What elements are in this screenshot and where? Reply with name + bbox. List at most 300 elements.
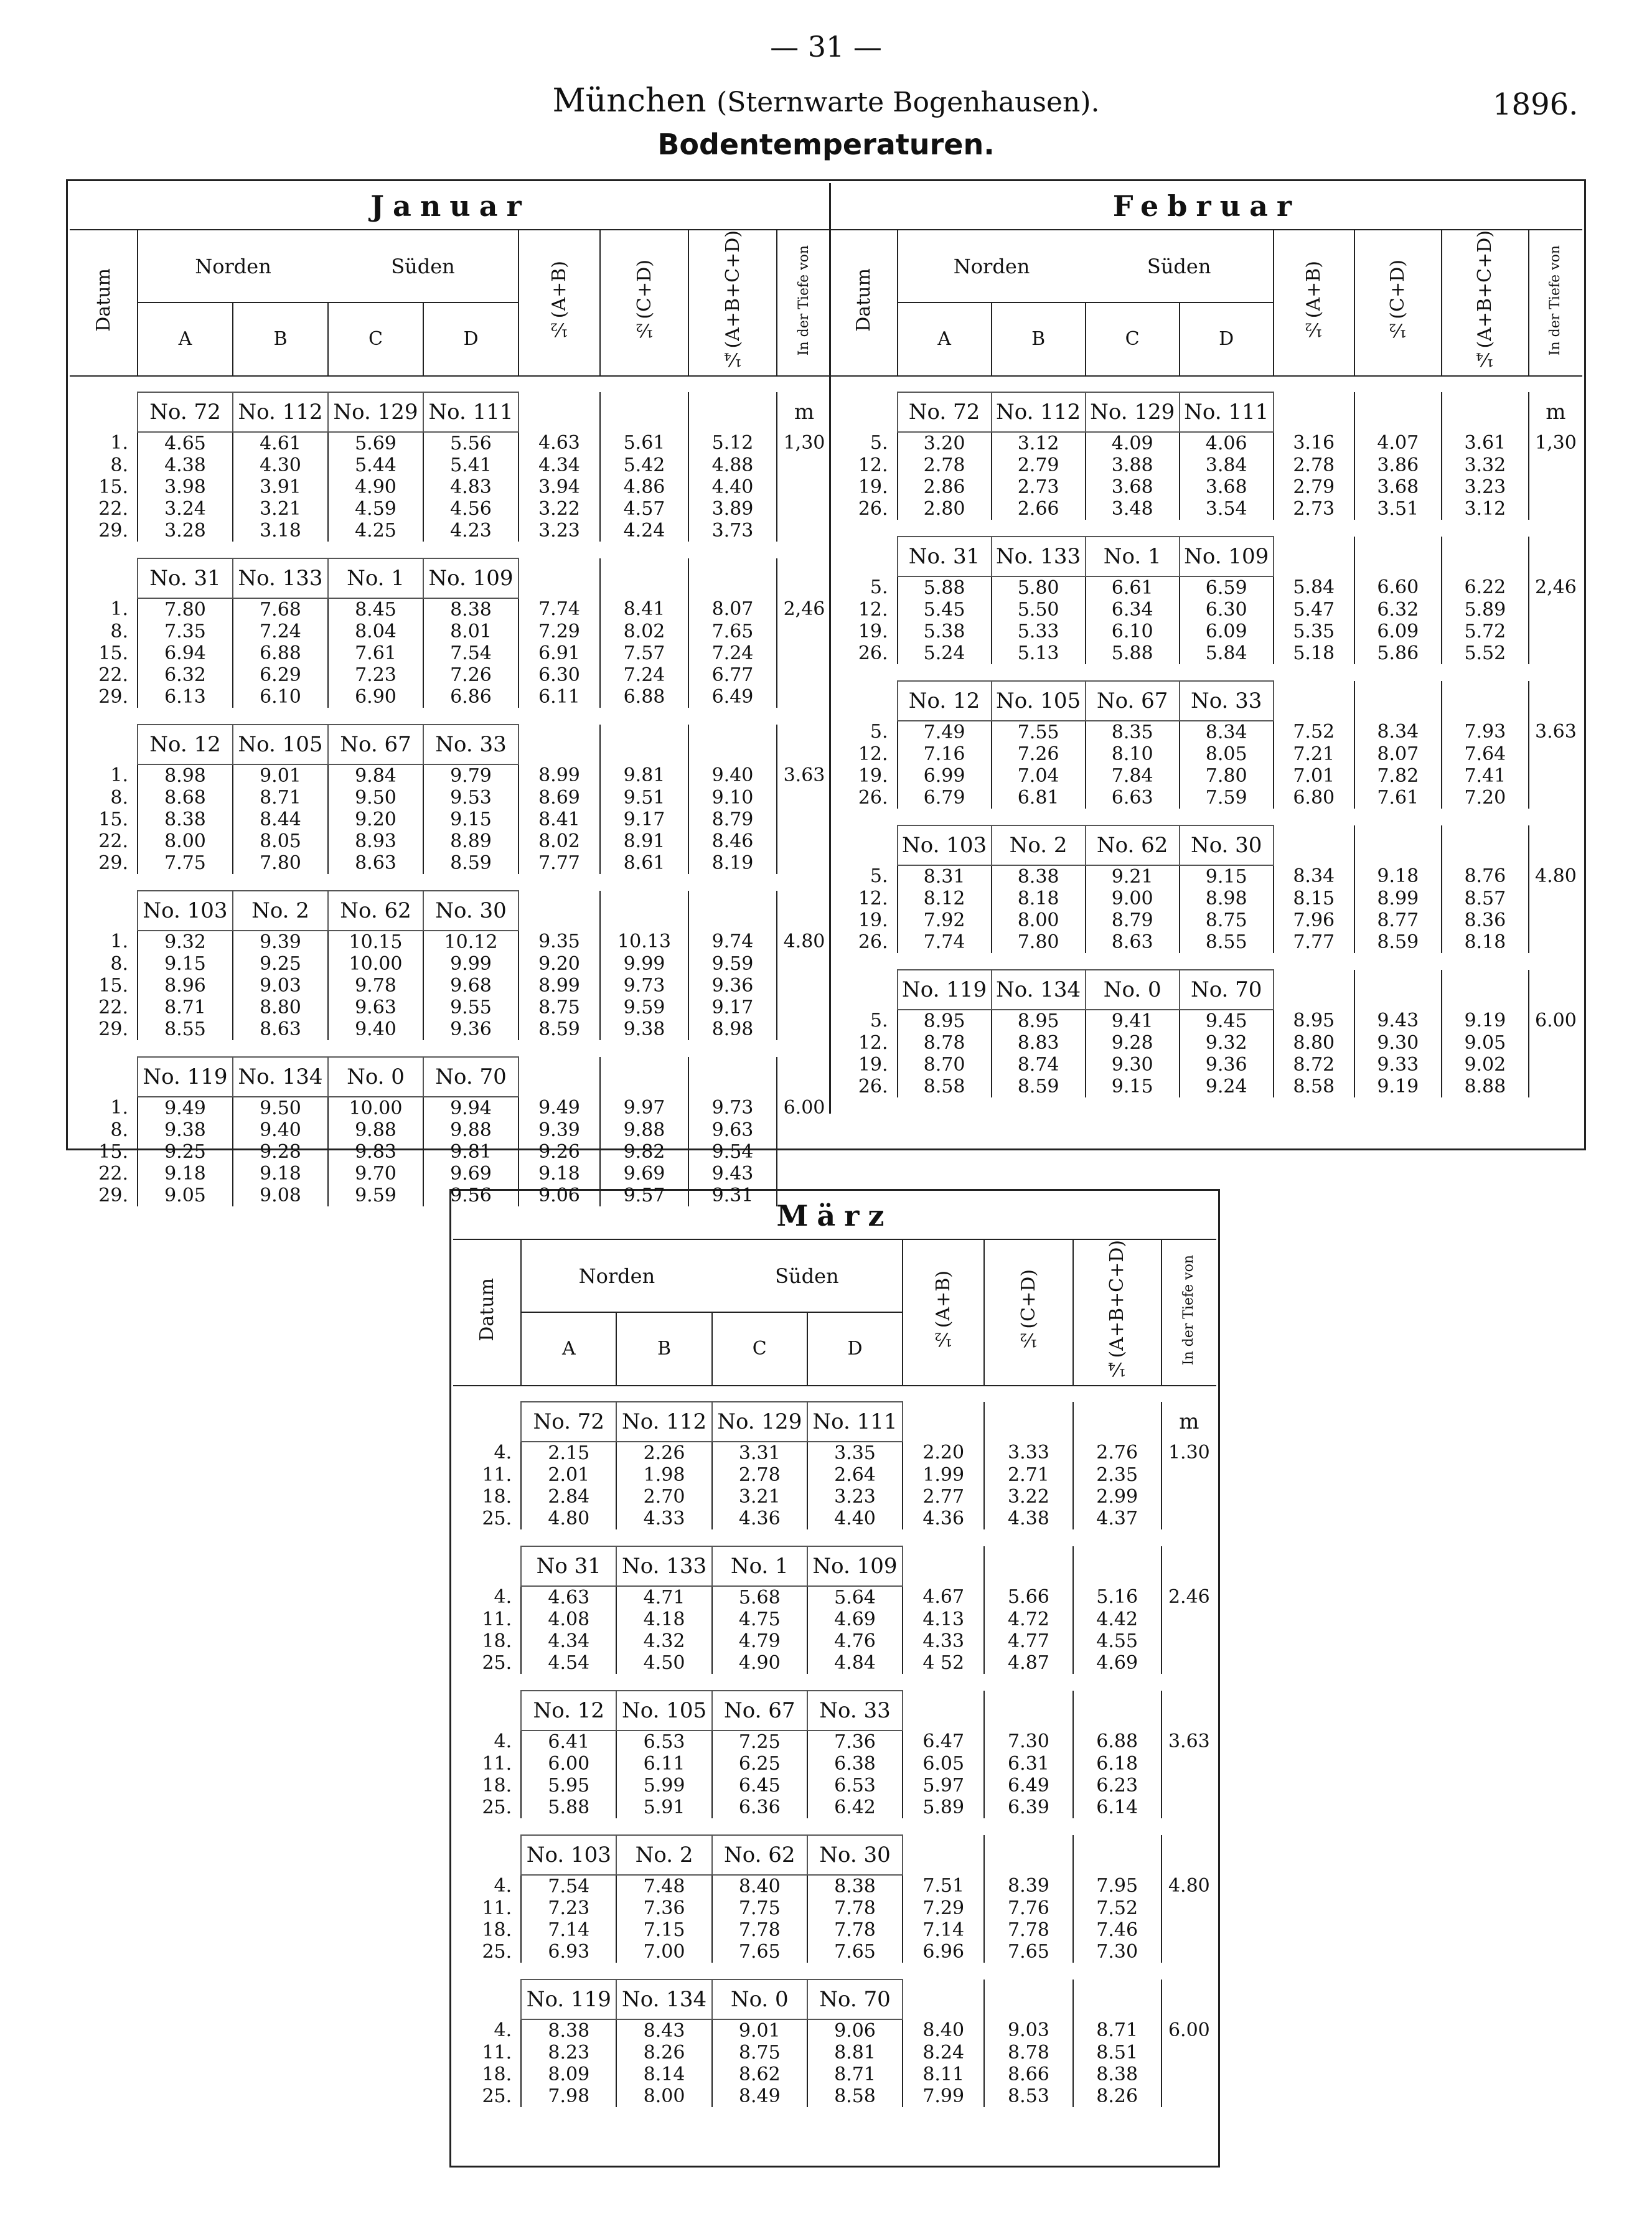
blank [777,787,831,809]
value-d: 4.76 [807,1630,903,1652]
value-half-cd: 4.86 [600,476,688,498]
value-quarter: 4.69 [1073,1652,1162,1674]
sensor-label: No. 129 [1086,392,1180,432]
sensor-label: No. 72 [898,392,992,432]
data-row [830,865,1583,888]
blank [1162,2064,1216,2085]
value-b: 7.15 [616,1919,711,1941]
sensor-blank [453,1546,521,1586]
depth-value: 4.80 [1162,1875,1216,1897]
value-a: 2.01 [521,1464,616,1486]
blank [903,1980,984,2019]
value-a: 5.95 [521,1775,616,1797]
value-c: 9.01 [712,2019,807,2042]
date-cell: 8. [110,952,128,975]
month-title: März [453,1193,1216,1239]
blank [1073,1402,1162,1442]
datum-header [70,230,138,376]
blank [984,1691,1072,1731]
station-name: München [552,82,706,120]
date-cell: 29. [98,1018,128,1040]
value-half-ab: 9.39 [519,1119,600,1141]
value-half-cd: 9.18 [1354,865,1442,888]
sensor-label: No. 1 [1086,537,1180,576]
value-d: 6.09 [1180,621,1274,642]
value-half-ab: 8.69 [519,787,600,809]
col-d-header: D [807,1312,903,1385]
month-table-februar [829,183,1582,1114]
value-d: 7.54 [423,642,519,664]
data-row [70,787,831,809]
value-c: 8.10 [1086,743,1180,765]
value-d: 4.23 [423,520,519,542]
value-c: 6.61 [1086,576,1180,599]
value-quarter: 6.14 [1073,1797,1162,1818]
sensor-blank [70,1057,138,1097]
value-a: 4.54 [521,1652,616,1674]
value-a: 7.23 [521,1897,616,1919]
value-half-cd: 4.38 [984,1508,1072,1529]
sensor-label: No. 111 [423,392,519,432]
value-quarter: 5.72 [1442,621,1529,642]
value-a: 9.05 [138,1185,233,1206]
value-half-ab: 7.99 [903,2085,984,2107]
value-a: 8.58 [898,1076,992,1097]
sensor-label: No. 72 [138,392,233,432]
month-title-row [453,1193,1216,1239]
data-row [70,454,831,476]
blank [777,642,831,664]
value-quarter: 7.41 [1442,765,1529,787]
value-a: 9.38 [138,1119,233,1141]
value-b: 2.26 [616,1442,711,1464]
value-quarter: 7.46 [1073,1919,1162,1941]
value-b: 3.91 [233,476,328,498]
blank [777,953,831,975]
value-a: 8.31 [898,865,992,888]
blank [1162,1797,1216,1818]
spacer-row [453,2107,1216,2123]
value-half-cd: 3.68 [1354,476,1442,498]
blank [1529,599,1582,621]
value-half-ab: 9.26 [519,1141,600,1163]
value-d: 9.81 [423,1141,519,1163]
value-d: 6.30 [1180,599,1274,621]
blank [600,1057,688,1097]
value-a: 3.20 [898,432,992,454]
sensor-label: No. 111 [1180,392,1274,432]
date-cell: 1. [110,1097,128,1119]
data-row [70,664,831,686]
date-cell: 4. [494,2019,512,2042]
value-quarter: 9.36 [688,975,777,997]
value-b: 3.21 [233,498,328,520]
sensor-label: No. 105 [233,725,328,764]
value-a: 7.54 [521,1875,616,1897]
date-cell: 26. [858,1075,888,1097]
depth-value: 1,30 [1529,432,1582,454]
value-d: 8.81 [807,2042,903,2064]
value-d: 9.32 [1180,1032,1274,1054]
sensor-label: No. 134 [233,1057,328,1097]
data-row [830,599,1583,621]
value-b: 9.39 [233,931,328,953]
half-cd-header [1354,230,1442,376]
sensor-blank [830,825,898,865]
value-half-cd: 8.78 [984,2042,1072,2064]
blank [777,454,831,476]
value-c: 9.59 [328,1185,423,1206]
value-quarter: 9.59 [688,953,777,975]
date-cell: 19. [858,1053,888,1076]
value-b: 5.99 [616,1775,711,1797]
col-c-header: C [712,1312,807,1385]
blank [903,1835,984,1875]
data-row [830,1010,1583,1032]
sensor-label: No. 112 [992,392,1086,432]
sensor-row [70,1057,831,1097]
data-row [830,765,1583,787]
value-c: 8.63 [328,852,423,874]
value-d: 9.24 [1180,1076,1274,1097]
value-b: 8.43 [616,2019,711,2042]
datum-header [830,230,898,376]
value-b: 8.59 [992,1076,1086,1097]
value-c: 5.44 [328,454,423,476]
blank [1274,970,1354,1010]
value-a: 6.99 [898,765,992,787]
value-quarter: 8.38 [1073,2064,1162,2085]
value-d: 9.88 [423,1119,519,1141]
value-a: 4.80 [521,1508,616,1529]
value-c: 9.30 [1086,1054,1180,1076]
gap-row [70,376,831,392]
value-c: 8.45 [328,598,423,621]
value-b: 5.91 [616,1797,711,1818]
value-a: 4.38 [138,454,233,476]
value-a: 9.15 [138,953,233,975]
value-d: 6.53 [807,1775,903,1797]
data-row [830,642,1583,664]
blank [1529,888,1582,909]
sensor-blank [830,392,898,432]
blank [1162,1508,1216,1529]
value-b: 7.80 [233,852,328,874]
blank [777,1141,831,1163]
sensor-label: No. 133 [233,558,328,598]
value-half-cd: 8.61 [600,852,688,874]
value-b: 8.80 [233,997,328,1018]
value-b: 9.50 [233,1097,328,1119]
sensor-blank [830,537,898,576]
value-half-ab: 8.72 [1274,1054,1354,1076]
sensor-label: No. 2 [616,1835,711,1875]
value-half-ab: 6.30 [519,664,600,686]
blank [1529,765,1582,787]
sensor-blank [70,558,138,598]
spacer-row [70,874,831,891]
value-quarter: 9.43 [688,1163,777,1185]
blank [1274,537,1354,576]
value-c: 4.09 [1086,432,1180,454]
date-cell: 5. [870,865,888,888]
value-b: 3.12 [992,432,1086,454]
data-row [453,1586,1216,1609]
value-half-ab: 7.52 [1274,721,1354,743]
date-cell: 4. [494,1442,512,1464]
date-cell: 26. [858,642,888,664]
data-row [453,2019,1216,2042]
value-quarter: 6.18 [1073,1753,1162,1775]
value-quarter: 8.76 [1442,865,1529,888]
blank [1162,1941,1216,1963]
spacer-row [830,664,1583,681]
value-b: 7.04 [992,765,1086,787]
value-quarter: 5.16 [1073,1586,1162,1609]
sueden-header: Süden [1147,254,1211,278]
spacer-row [70,1040,831,1057]
half-cd-header-label: ½(C+D) [633,259,655,341]
value-d: 4.56 [423,498,519,520]
blank [1529,454,1582,476]
sensor-label: No. 1 [712,1546,807,1586]
gap-cell [70,376,831,392]
value-d: 9.15 [1180,865,1274,888]
data-row [453,1919,1216,1941]
data-row [453,2064,1216,2085]
value-half-cd: 6.39 [984,1797,1072,1818]
depth-value: 3.63 [777,764,831,787]
data-row [830,1054,1583,1076]
blank [688,558,777,598]
value-half-cd: 9.82 [600,1141,688,1163]
value-half-cd: 8.91 [600,830,688,852]
sensor-label: No. 31 [138,558,233,598]
quarter-header [688,230,777,376]
sensor-blank [453,1691,521,1731]
value-quarter: 4.42 [1073,1609,1162,1630]
blank [1529,931,1582,953]
blank [777,1163,831,1185]
value-quarter: 2.76 [1073,1442,1162,1464]
data-row [453,1775,1216,1797]
sensor-label: No. 30 [807,1835,903,1875]
value-d: 8.75 [1180,909,1274,931]
value-half-cd: 4.87 [984,1652,1072,1674]
blank [1162,1835,1216,1875]
spacer-cell [453,1529,1216,1546]
value-half-ab: 9.49 [519,1097,600,1119]
blank [688,891,777,931]
value-d: 6.42 [807,1797,903,1818]
value-half-cd: 6.60 [1354,576,1442,599]
col-b-header: B [233,303,328,375]
value-d: 8.34 [1180,721,1274,743]
sensor-label: No. 12 [138,725,233,764]
sensor-label: No. 0 [328,1057,423,1097]
value-quarter: 3.12 [1442,498,1529,520]
value-c: 6.25 [712,1753,807,1775]
data-row [70,975,831,997]
sueden-header: Süden [775,1264,839,1288]
value-quarter: 3.73 [688,520,777,542]
sensor-label: No. 12 [898,681,992,721]
sensor-label: No. 62 [712,1835,807,1875]
month-title: Februar [830,183,1583,230]
depth-value: 6.00 [1162,2019,1216,2042]
blank [777,725,831,764]
value-d: 4.83 [423,476,519,498]
col-d-header: D [423,303,519,375]
blank [777,1119,831,1141]
value-b: 4.30 [233,454,328,476]
value-a: 5.45 [898,599,992,621]
sensor-row [453,1691,1216,1731]
value-d: 7.36 [807,1731,903,1753]
value-a: 5.88 [898,576,992,599]
data-row [453,1630,1216,1652]
value-b: 3.18 [233,520,328,542]
date-cell: 8. [110,786,128,809]
value-c: 5.88 [1086,642,1180,664]
blank [1162,1546,1216,1586]
value-a: 8.55 [138,1018,233,1040]
sensor-row [830,970,1583,1010]
date-cell: 5. [870,432,888,454]
value-c: 9.63 [328,997,423,1018]
value-d: 9.15 [423,809,519,830]
blank [688,1057,777,1097]
value-half-ab: 2.78 [1274,454,1354,476]
data-row [70,1097,831,1119]
value-half-ab: 8.58 [1274,1076,1354,1097]
value-b: 6.88 [233,642,328,664]
value-half-ab: 5.18 [1274,642,1354,664]
data-row [830,743,1583,765]
date-cell: 12. [858,1031,888,1054]
value-d: 5.64 [807,1586,903,1609]
value-d: 9.06 [807,2019,903,2042]
date-cell: 12. [858,743,888,765]
blank [1442,537,1529,576]
sensor-label: No. 62 [1086,825,1180,865]
value-b: 9.18 [233,1163,328,1185]
value-b: 8.05 [233,830,328,852]
value-c: 9.21 [1086,865,1180,888]
date-cell: 25. [482,1651,512,1674]
value-half-ab: 7.74 [519,598,600,621]
value-b: 6.53 [616,1731,711,1753]
value-a: 8.09 [521,2064,616,2085]
value-a: 8.38 [521,2019,616,2042]
blank [688,725,777,764]
value-half-ab: 8.59 [519,1018,600,1040]
value-quarter: 8.79 [688,809,777,830]
blank [777,1057,831,1097]
blank [1162,1919,1216,1941]
value-a: 3.28 [138,520,233,542]
sensor-blank [453,1402,521,1442]
data-row [830,888,1583,909]
value-half-cd: 6.31 [984,1753,1072,1775]
value-half-ab: 6.11 [519,686,600,708]
data-row [70,621,831,642]
data-row [70,1163,831,1185]
quarter-header-label: ¼(A+B+C+D) [1474,230,1496,370]
value-c: 10.00 [328,1097,423,1119]
value-b: 8.63 [233,1018,328,1040]
sensor-label: No 31 [521,1546,616,1586]
value-a: 8.70 [898,1054,992,1076]
value-a: 5.24 [898,642,992,664]
value-c: 9.20 [328,809,423,830]
value-quarter: 7.93 [1442,721,1529,743]
spacer-row [453,1818,1216,1835]
sensor-label: No. 111 [807,1402,903,1442]
spacer-cell [70,708,831,725]
data-row [70,931,831,953]
value-half-ab: 8.75 [519,997,600,1018]
value-half-ab: 4.67 [903,1586,984,1609]
value-half-ab: 5.47 [1274,599,1354,621]
value-b: 4.71 [616,1586,711,1609]
value-quarter: 3.32 [1442,454,1529,476]
spacer-cell [453,2107,1216,2123]
value-a: 7.74 [898,931,992,953]
value-a: 4.65 [138,432,233,454]
value-half-ab: 5.89 [903,1797,984,1818]
value-quarter: 9.19 [1442,1010,1529,1032]
value-half-ab: 6.05 [903,1753,984,1775]
month-table-januar [70,183,831,1223]
value-half-cd: 8.59 [1354,931,1442,953]
sensor-label: No. 0 [712,1980,807,2019]
blank [1529,1032,1582,1054]
date-cell: 18. [482,1919,512,1941]
value-a: 3.24 [138,498,233,520]
depth-header-label: In der Tiefe von [1547,245,1564,355]
blank [777,520,831,542]
data-row [70,953,831,975]
sensor-label: No. 129 [328,392,423,432]
spacer-cell [830,1097,1583,1114]
sueden-header: Süden [391,254,455,278]
quarter-header-label: ¼(A+B+C+D) [721,230,744,370]
header-row [830,230,1583,303]
value-c: 7.25 [712,1731,807,1753]
depth-value: 4.80 [777,931,831,953]
value-quarter: 2.99 [1073,1486,1162,1508]
value-half-cd: 9.30 [1354,1032,1442,1054]
spacer-cell [830,953,1583,970]
value-b: 6.81 [992,787,1086,809]
page-title [0,82,1652,120]
quarter-header [1073,1239,1162,1386]
depth-header-label: In der Tiefe von [1181,1254,1197,1365]
value-c: 7.78 [712,1919,807,1941]
value-quarter: 7.30 [1073,1941,1162,1963]
blank [1162,1980,1216,2019]
blank [1162,1630,1216,1652]
unit-label: m [1162,1402,1216,1442]
value-a: 8.23 [521,2042,616,2064]
norden-header: Norden [898,230,1086,303]
data-row [453,2042,1216,2064]
value-b: 8.00 [992,909,1086,931]
value-half-cd: 7.78 [984,1919,1072,1941]
value-b: 9.25 [233,953,328,975]
date-cell: 12. [858,454,888,476]
